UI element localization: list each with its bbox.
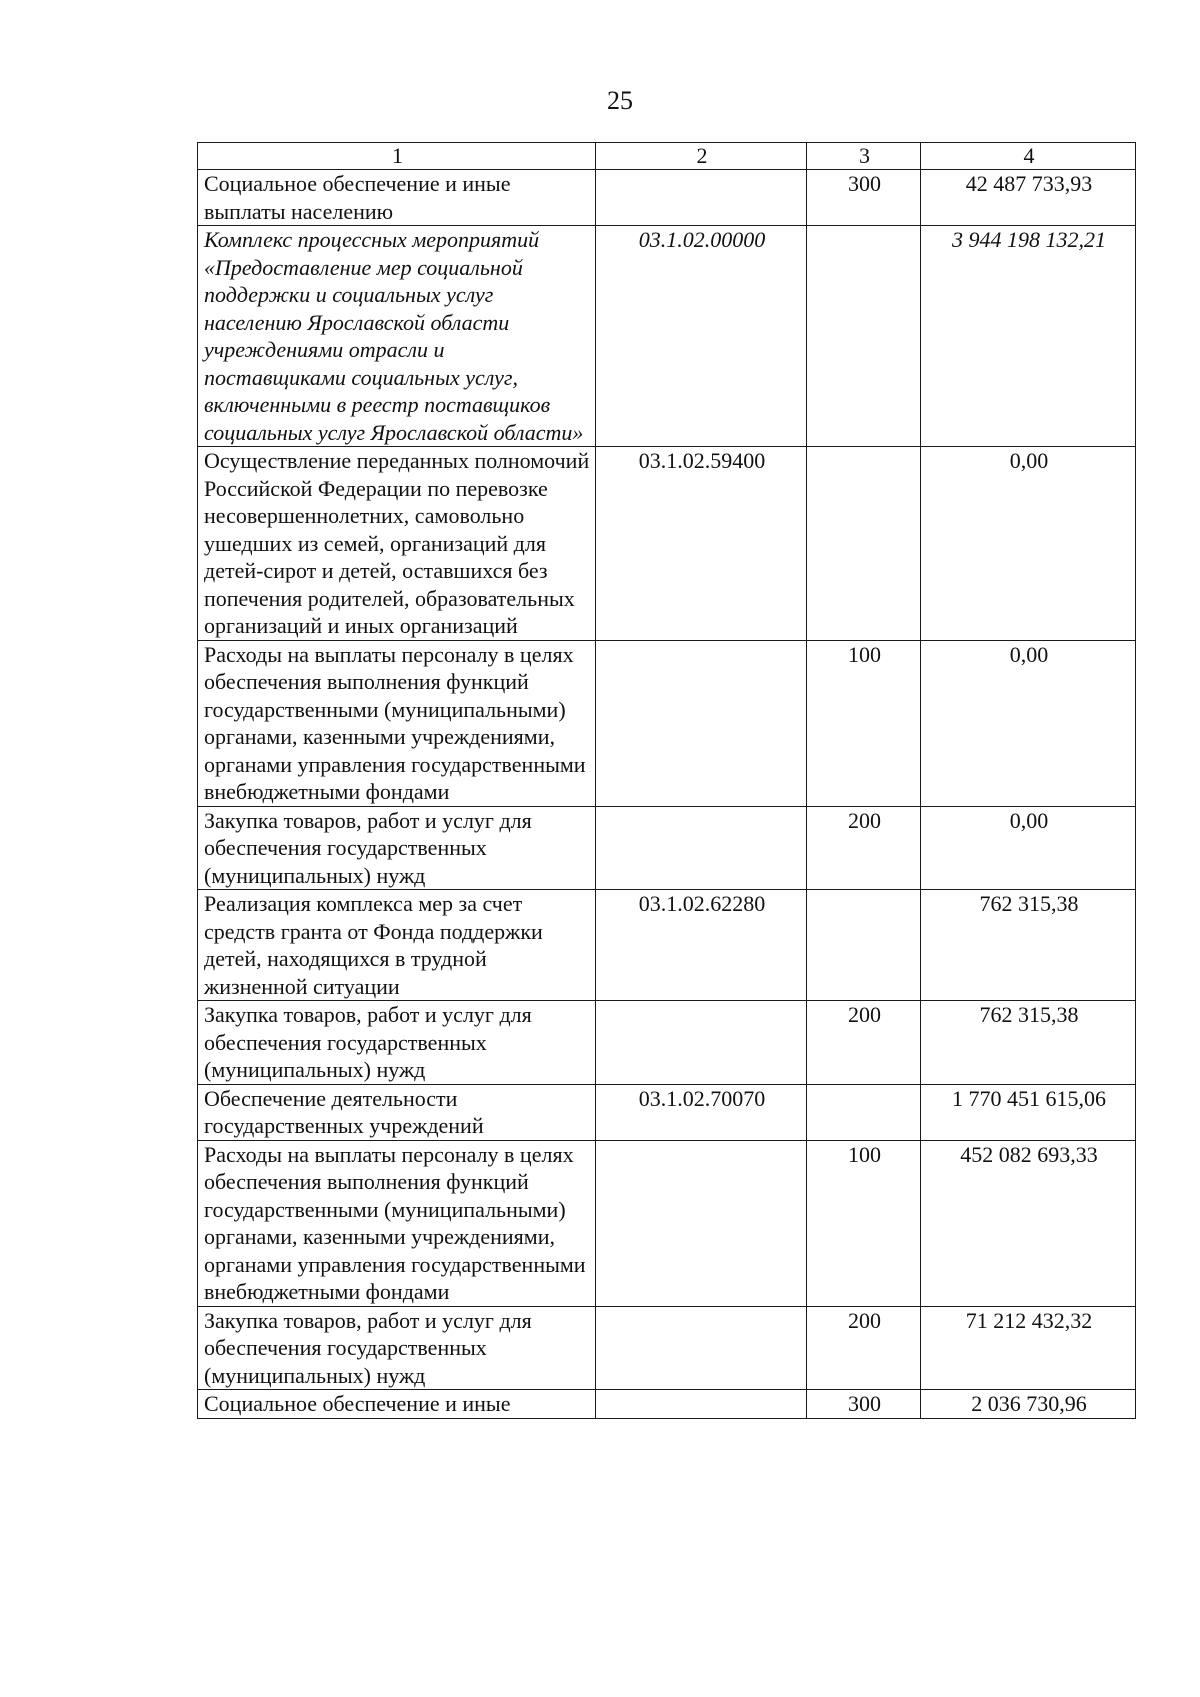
cell-code xyxy=(596,170,807,226)
cell-amount: 3 944 198 132,21 xyxy=(921,226,1136,447)
cell-amount: 762 315,38 xyxy=(921,1001,1136,1085)
cell-code xyxy=(596,640,807,806)
cell-name: Комплекс процессных мероприятий «Предоставление мер социальной поддержки и социальных услуг населению Ярославской области учреждениями отрасли и поставщиками социальных услуг, включенными в реестр поставщиков социальных услуг Ярославской области» xyxy=(198,226,596,447)
column-header-type: 3 xyxy=(807,143,921,170)
table-row xyxy=(198,1084,1136,1140)
cell-code: 03.1.02.62280 xyxy=(596,890,807,1001)
cell-type: 200 xyxy=(807,1001,921,1085)
cell-type: 100 xyxy=(807,1140,921,1306)
cell-name: Реализация комплекса мер за счет средств гранта от Фонда поддержки детей, находящихся в трудной жизненной ситуации xyxy=(198,890,596,1001)
cell-amount: 0,00 xyxy=(921,640,1136,806)
cell-code xyxy=(596,1001,807,1085)
cell-amount: 762 315,38 xyxy=(921,890,1136,1001)
table-body xyxy=(198,170,1136,1419)
cell-type: 300 xyxy=(807,1390,921,1419)
cell-code xyxy=(596,1140,807,1306)
cell-type: 300 xyxy=(807,170,921,226)
column-header-name: 1 xyxy=(198,143,596,170)
budget-table xyxy=(197,142,1136,1419)
cell-name: Закупка товаров, работ и услуг для обеспечения государственных (муниципальных) нужд xyxy=(198,806,596,890)
table-row xyxy=(198,1140,1136,1306)
cell-name: Осуществление переданных полномочий Российской Федерации по перевозке несовершеннолетних, самовольно ушедших из семей, организаций для детей-сирот и детей, оставшихся без попечения родителей, образовательных организаций и иных организаций xyxy=(198,447,596,641)
cell-name: Обеспечение деятельности государственных учреждений xyxy=(198,1084,596,1140)
cell-name: Расходы на выплаты персоналу в целях обеспечения выполнения функций государственными (муниципальными) органами, казенными учреждениями, органами управления государственными внебюджетными фондами xyxy=(198,640,596,806)
cell-name: Закупка товаров, работ и услуг для обеспечения государственных (муниципальных) нужд xyxy=(198,1306,596,1390)
cell-name: Социальное обеспечение и иные выплаты населению xyxy=(198,170,596,226)
table-row xyxy=(198,890,1136,1001)
table-row xyxy=(198,170,1136,226)
cell-amount: 71 212 432,32 xyxy=(921,1306,1136,1390)
cell-code: 03.1.02.70070 xyxy=(596,1084,807,1140)
cell-code xyxy=(596,806,807,890)
cell-amount: 1 770 451 615,06 xyxy=(921,1084,1136,1140)
table-row xyxy=(198,806,1136,890)
cell-name: Социальное обеспечение и иные xyxy=(198,1390,596,1419)
cell-amount: 2 036 730,96 xyxy=(921,1390,1136,1419)
cell-code: 03.1.02.00000 xyxy=(596,226,807,447)
cell-code xyxy=(596,1390,807,1419)
cell-type: 100 xyxy=(807,640,921,806)
cell-type: 200 xyxy=(807,1306,921,1390)
cell-type xyxy=(807,1084,921,1140)
table-row xyxy=(198,1306,1136,1390)
cell-code xyxy=(596,1306,807,1390)
cell-code: 03.1.02.59400 xyxy=(596,447,807,641)
table-row xyxy=(198,447,1136,641)
cell-type xyxy=(807,890,921,1001)
cell-amount: 452 082 693,33 xyxy=(921,1140,1136,1306)
cell-amount: 42 487 733,93 xyxy=(921,170,1136,226)
page-number: 25 xyxy=(607,86,633,115)
cell-name: Закупка товаров, работ и услуг для обеспечения государственных (муниципальных) нужд xyxy=(198,1001,596,1085)
cell-name: Расходы на выплаты персоналу в целях обеспечения выполнения функций государственными (муниципальными) органами, казенными учреждениями, органами управления государственными внебюджетными фондами xyxy=(198,1140,596,1306)
table-header-row xyxy=(198,143,1136,170)
table-row xyxy=(198,640,1136,806)
cell-type xyxy=(807,226,921,447)
cell-type: 200 xyxy=(807,806,921,890)
cell-amount: 0,00 xyxy=(921,806,1136,890)
cell-type xyxy=(807,447,921,641)
table-row xyxy=(198,1001,1136,1085)
cell-amount: 0,00 xyxy=(921,447,1136,641)
column-header-code: 2 xyxy=(596,143,807,170)
table-row xyxy=(198,1390,1136,1419)
table-row xyxy=(198,226,1136,447)
column-header-amount: 4 xyxy=(921,143,1136,170)
